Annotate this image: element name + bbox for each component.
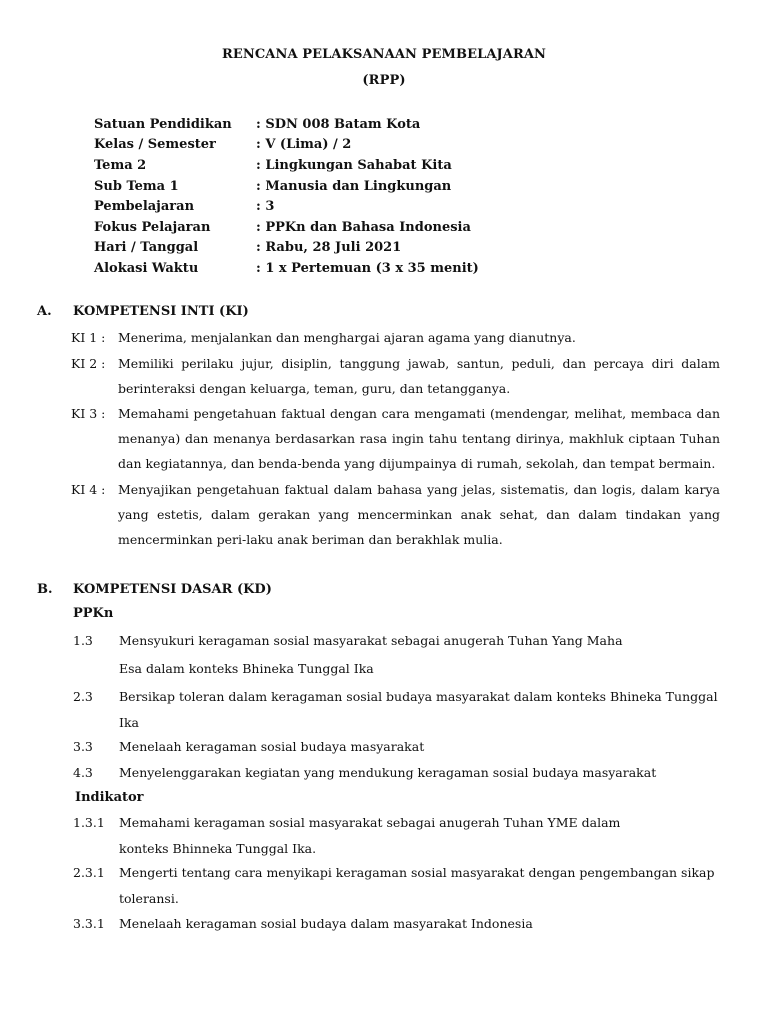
indicator-text-line: konteks Bhinneka Tunggal Ika. [119, 840, 317, 856]
identity-value: : V (Lima) / 2 [256, 137, 352, 153]
ki-item [71, 477, 720, 552]
identity-row [94, 155, 479, 176]
identity-value: : Rabu, 28 Juli 2021 [256, 240, 402, 256]
identity-label: Tema 2 [94, 157, 147, 173]
identity-value: : Manusia dan Lingkungan [256, 178, 452, 194]
kd-text-line: Menelaah keragaman sosial budaya masyarakat [119, 739, 425, 754]
kd-text-line: Mensyukuri keragaman sosial masyarakat sebagai anugerah Tuhan Yang Maha [119, 633, 623, 648]
indicator-item [73, 911, 733, 937]
kd-text-line: Ika [119, 714, 139, 730]
ki-item [71, 401, 720, 476]
ki-code: KI 2 : [71, 356, 106, 371]
kd-text-line: Menyelenggarakan kegiatan yang mendukung keragaman sosial budaya masyarakat [119, 765, 657, 780]
kd-number: 3.3 [73, 739, 93, 754]
kd-item [73, 734, 733, 760]
identity-row [94, 176, 479, 197]
identity-label: Kelas / Semester [94, 137, 216, 153]
identity-label: Sub Tema 1 [94, 178, 179, 194]
ki-code: KI 3 : [71, 406, 106, 421]
identity-row [94, 114, 479, 135]
indicator-item [73, 860, 733, 911]
identity-label: Hari / Tanggal [94, 240, 199, 256]
document-subtitle: (RPP) [362, 73, 406, 88]
ki-text: Menyajikan pengetahuan faktual dalam bahasa yang jelas, sistematis, dan logis, dalam karya yang estetis, dalam gerakan yang mencerminkan anak sehat, dan dalam tindakan yang mencerminkan peri-laku anak beriman dan berakhlak mulia. [118, 482, 720, 547]
identity-label: Fokus Pelajaran [94, 219, 211, 235]
kd-item [73, 684, 733, 735]
kd-number: 4.3 [73, 765, 93, 780]
identity-value: : PPKn dan Bahasa Indonesia [256, 219, 471, 235]
kd-text-line: Bersikap toleran dalam keragaman sosial budaya masyarakat dalam konteks Bhineka Tunggal [119, 689, 718, 704]
ki-item [71, 325, 720, 350]
indicator-number: 3.3.1 [73, 916, 105, 931]
kd-number: 2.3 [73, 689, 93, 704]
section-b-letter: B. [37, 582, 53, 597]
indicator-number: 2.3.1 [73, 865, 105, 880]
indicator-text-line: Menelaah keragaman sosial budaya dalam masyarakat Indonesia [119, 916, 533, 931]
kd-item [73, 628, 733, 681]
identity-value: : 1 x Pertemuan (3 x 35 menit) [256, 260, 479, 276]
indicator-heading: Indikator [75, 790, 144, 805]
document-title: RENCANA PELAKSANAAN PEMBELAJARAN [221, 47, 547, 62]
identity-table [94, 114, 479, 279]
indicator-text-line: toleransi. [119, 890, 179, 906]
subject-heading: PPKn [73, 606, 114, 621]
identity-label: Alokasi Waktu [94, 260, 199, 276]
identity-value: : SDN 008 Batam Kota [256, 116, 421, 132]
section-a-letter: A. [37, 304, 52, 319]
ki-code: KI 4 : [71, 482, 106, 497]
ki-text: Memiliki perilaku jujur, disiplin, tanggung jawab, santun, peduli, dan percaya diri dalam berinteraksi dengan keluarga, teman, guru, dan tetangganya. [118, 356, 720, 396]
indicator-item [73, 810, 733, 861]
identity-row [94, 238, 479, 259]
ki-code: KI 1 : [71, 330, 106, 345]
identity-label: Satuan Pendidikan [94, 116, 232, 132]
identity-value: : Lingkungan Sahabat Kita [256, 157, 452, 173]
identity-row [94, 258, 479, 279]
indicator-text-line: Mengerti tentang cara menyikapi keragaman sosial masyarakat dengan pengembangan sikap [119, 865, 715, 880]
indicator-number: 1.3.1 [73, 815, 105, 830]
section-a-title: KOMPETENSI INTI (KI) [73, 304, 249, 319]
identity-value: : 3 [256, 199, 275, 215]
section-b-title: KOMPETENSI DASAR (KD) [73, 582, 272, 597]
identity-row [94, 196, 479, 217]
identity-label: Pembelajaran [94, 199, 195, 215]
ki-item [71, 351, 720, 401]
kd-number: 1.3 [73, 633, 93, 648]
identity-row [94, 135, 479, 156]
ki-text: Memahami pengetahuan faktual dengan cara mengamati (mendengar, melihat, membaca dan menanya) dan menanya berdasarkan rasa ingin tahu tentang dirinya, makhluk ciptaan Tuhan dan kegiatannya, dan benda-benda yang dijumpainya di rumah, sekolah, dan tempat bermain. [118, 406, 720, 471]
indicator-text-line: Memahami keragaman sosial masyarakat sebagai anugerah Tuhan YME dalam [119, 815, 621, 830]
kd-item [73, 760, 733, 786]
ki-text: Menerima, menjalankan dan menghargai ajaran agama yang dianutnya. [118, 330, 576, 345]
identity-row [94, 217, 479, 238]
kd-text-line: Esa dalam konteks Bhineka Tunggal Ika [119, 660, 374, 676]
